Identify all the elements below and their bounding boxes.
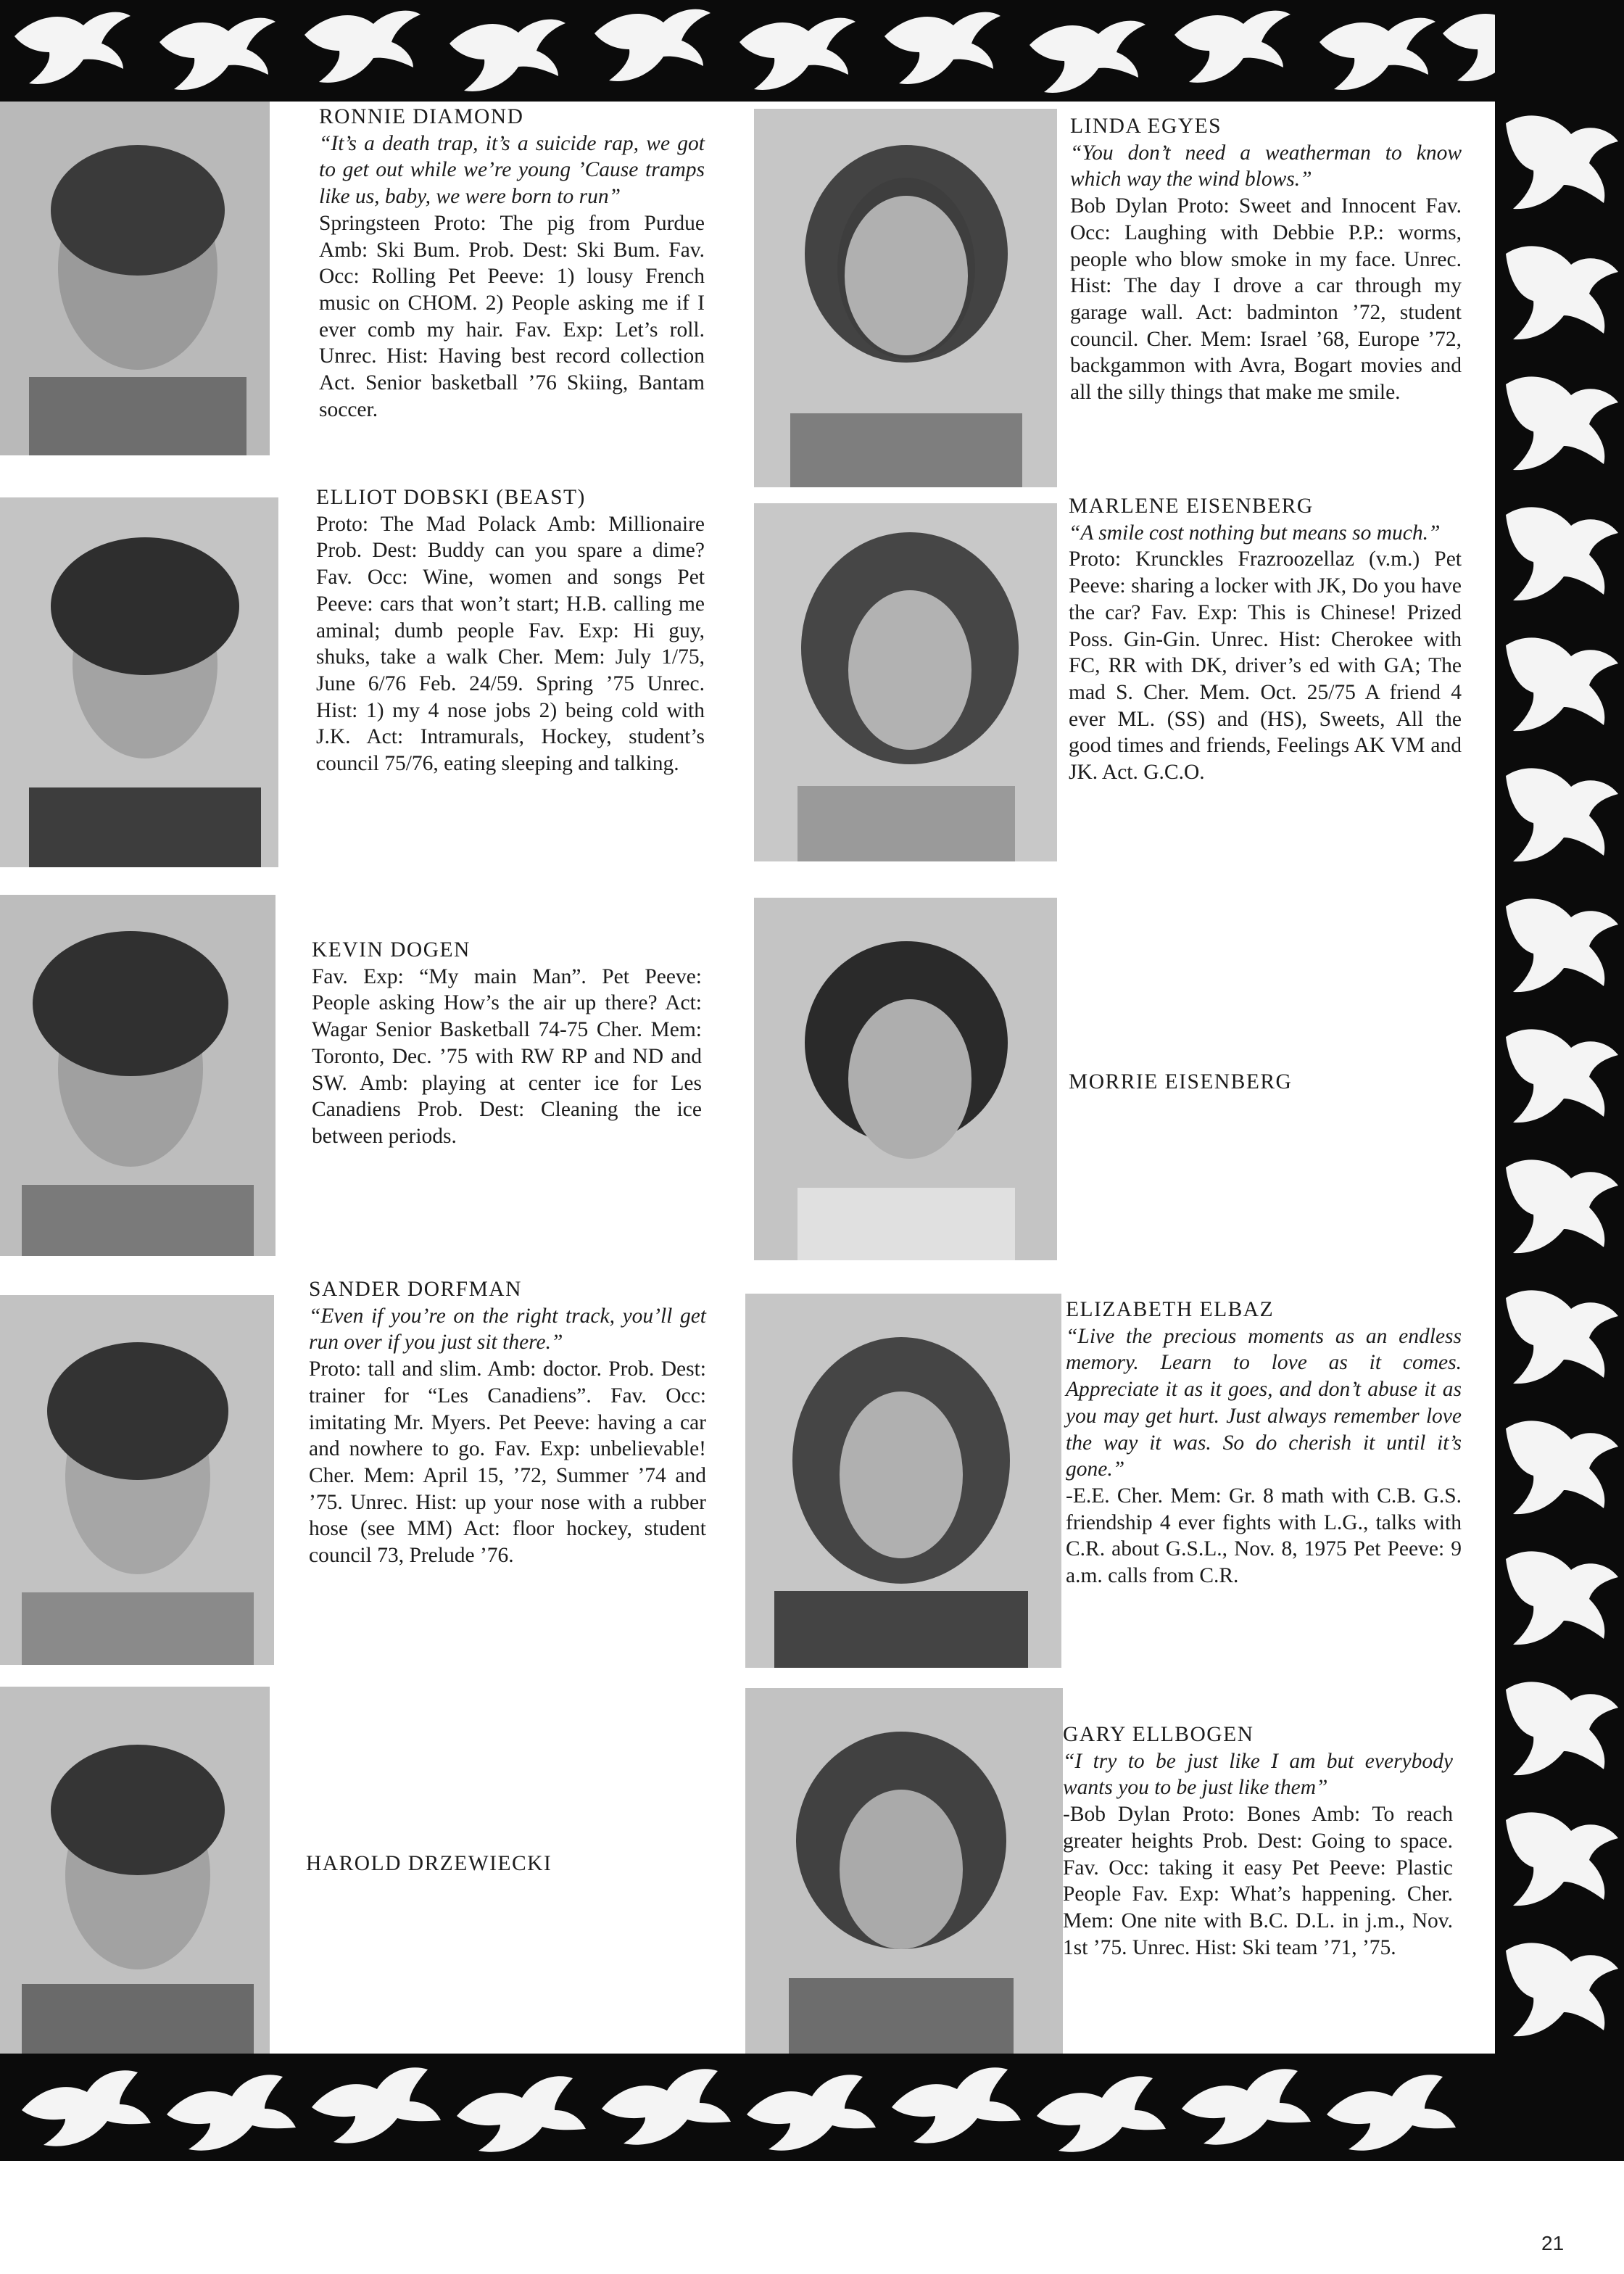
student-quote: “Even if you’re on the right track, you’ll get run over if you just sit there.” xyxy=(309,1304,706,1355)
student-bio: Proto: The Mad Polack Amb: Millionaire Prob. Dest: Buddy can you spare a dime? Fav. Occ: Wine, women and songs Pet Peeve: cars that won’t start; H.B. calling me aminal; dumb people Fav. Exp: Hi guy, shuks, take a walk Cher. Mem: July 1/75, June 6/76 Feb. 24/59. Spring ’75 Unrec. Hist: 1) my 4 nose jobs 2) being cold with J.K. Act: Intramurals, Hockey, student’s council 75/76, eating sleeping and talking. xyxy=(316,512,705,776)
portrait-photo-kevin-dogen xyxy=(0,895,276,1256)
student-name: ELIZABETH ELBAZ xyxy=(1066,1298,1275,1321)
student-name: MARLENE EISENBERG xyxy=(1069,495,1314,518)
student-bio: Fav. Exp: “My main Man”. Pet Peeve: People asking How’s the air up there? Act: Wagar Senior Basketball 74-75 Cher. Mem: Toronto, Dec. ’75 with RW RP and ND and SW. Amb: playing at center ice for Les Canadiens Prob. Dest: Cleaning the ice between periods. xyxy=(312,964,702,1148)
portrait-photo-ronnie-diamond xyxy=(0,102,270,455)
portrait-photo-sander-dorfman xyxy=(0,1295,274,1665)
page-number: 21 xyxy=(1541,2232,1565,2254)
entry-elliot-dobski xyxy=(316,484,705,777)
student-name: GARY ELLBOGEN xyxy=(1063,1723,1254,1746)
bird-border-top xyxy=(0,0,1559,102)
student-name: MORRIE EISENBERG xyxy=(1069,1070,1293,1093)
student-quote: “I try to be just like I am but everybody wants you to be just like them” xyxy=(1063,1749,1453,1800)
entry-linda-egyes xyxy=(1070,113,1462,406)
student-name: HAROLD DRZEWIECKI xyxy=(306,1852,552,1875)
student-bio: Springsteen Proto: The pig from Purdue Amb: Ski Bum. Prob. Dest: Ski Bum. Fav. Occ: Rolling Pet Peeve: 1) lousy French music on CHOM. 2) People asking me if I ever comb my hair. Fav. Exp: Let’s roll. Unrec. Hist: Having best record collection Act. Senior basketball ’76 Skiing, Bantam soccer. xyxy=(319,211,705,421)
portrait-photo-harold-drzewiecki xyxy=(0,1687,270,2054)
student-bio: Proto: tall and slim. Amb: doctor. Prob. Dest: trainer for “Les Canadiens”. Fav. Occ: imitating Mr. Myers. Pet Peeve: having a car and nowhere to go. Fav. Exp: unbelievable! Cher. Mem: April 15, ’72, Summer ’74 and ’75. Unrec. Hist: up your nose with a rubber hose (see MM) Act: floor hockey, student council 73, Prelude ’76. xyxy=(309,1357,706,1568)
portrait-photo-marlene-eisenberg xyxy=(754,503,1057,861)
student-quote: “Live the precious moments as an endless memory. Learn to love as it comes. Appreciate it as it goes, and don’t abuse it as you may get hurt. Just always remember love the way it was. So do cherish it until it’s gone.” xyxy=(1066,1324,1462,1481)
portrait-photo-elliot-dobski xyxy=(0,497,278,867)
student-quote: “A smile cost nothing but means so much.” xyxy=(1069,521,1441,545)
student-name: RONNIE DIAMOND xyxy=(319,105,524,128)
portrait-photo-linda-egyes xyxy=(754,109,1057,487)
bird-border-right xyxy=(1495,0,1624,2161)
portrait-photo-gary-ellbogen xyxy=(745,1688,1063,2054)
entry-sander-dorfman xyxy=(309,1276,706,1569)
entry-gary-ellbogen xyxy=(1063,1721,1453,1961)
entry-harold-drzewiecki xyxy=(306,1851,683,1877)
student-name: SANDER DORFMAN xyxy=(309,1278,522,1301)
entry-elizabeth-elbaz xyxy=(1066,1297,1462,1589)
student-bio: Bob Dylan Proto: Sweet and Innocent Fav. Occ: Laughing with Debbie P.P.: worms, people who blow smoke in my face. Unrec. Hist: The day I drove a car through my garage wall. Act: badminton ’72, student council. Cher. Mem: Israel ’68, Europe ’72, backgammon with Avra, Bogart movies and all the silly things that make me smile. xyxy=(1070,194,1462,405)
student-name: LINDA EGYES xyxy=(1070,115,1222,138)
student-bio: -Bob Dylan Proto: Bones Amb: To reach greater heights Prob. Dest: Going to space. Fav. Occ: taking it easy Pet Peeve: Plastic People Fav. Exp: What’s happening. Cher. Mem: One nite with B.C. D.L. in j.m., Nov. 1st ’75. Unrec. Hist: Ski team ’71, ’75. xyxy=(1063,1803,1453,1959)
student-name: ELLIOT DOBSKI (BEAST) xyxy=(316,486,586,509)
student-quote: “You don’t need a weatherman to know which way the wind blows.” xyxy=(1070,141,1462,191)
entry-marlene-eisenberg xyxy=(1069,493,1462,786)
student-name: KEVIN DOGEN xyxy=(312,938,471,962)
student-bio: -E.E. Cher. Mem: Gr. 8 math with C.B. G.S. friendship 4 ever fights with L.G., talks with C.R. about G.S.L., Nov. 8, 1975 Pet Peeve: 9 a.m. calls from C.R. xyxy=(1066,1484,1462,1588)
entry-ronnie-diamond xyxy=(319,104,705,423)
student-quote: “It’s a death trap, it’s a suicide rap, we got to get out while we’re young ’Cause tramps like us, baby, we were born to run” xyxy=(319,131,705,209)
entry-morrie-eisenberg xyxy=(1069,1069,1446,1096)
student-bio: Proto: Krunckles Frazroozellaz (v.m.) Pet Peeve: sharing a locker with JK, Do you have the car? Fav. Exp: This is Chinese! Prized Poss. Gin-Gin. Unrec. Hist: Cherokee with FC, RR with DK, driver’s ed with GA; The mad S. Cher. Mem. Oct. 25/75 A friend 4 ever ML. (SS) and (HS), Sweets, All the good times and friends, Feelings AK VM and JK. Act. G.C.O. xyxy=(1069,547,1462,785)
portrait-photo-elizabeth-elbaz xyxy=(745,1294,1061,1668)
portrait-photo-morrie-eisenberg xyxy=(754,898,1057,1260)
bird-border-bottom xyxy=(0,2054,1559,2161)
entry-kevin-dogen xyxy=(312,937,702,1150)
